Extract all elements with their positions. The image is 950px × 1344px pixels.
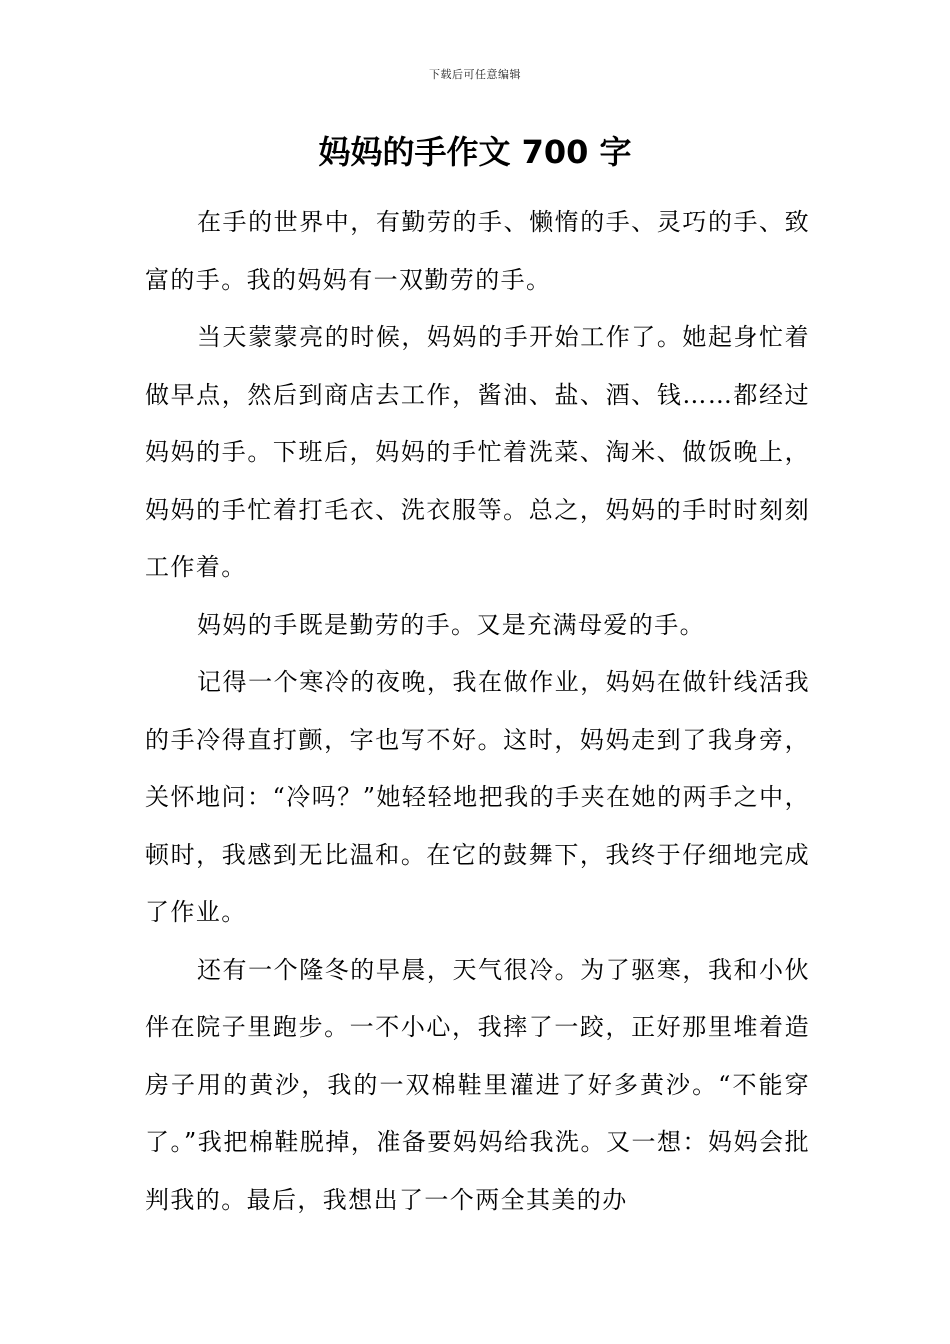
paragraph-1: 在手的世界中，有勤劳的手、懒惰的手、灵巧的手、致富的手。我的妈妈有一双勤劳的手。 xyxy=(145,208,810,294)
paragraph-2: 当天蒙蒙亮的时候，妈妈的手开始工作了。她起身忙着做早点，然后到商店去工作，酱油、盐、酒、钱……都经过妈妈的手。下班后，妈妈的手忙着洗菜、淘米、做饭晚上，妈妈的手忙着打毛衣、洗衣服等。总之，妈妈的手时时刻刻工作着。 xyxy=(145,323,810,581)
header-note: 下载后可任意编辑 xyxy=(429,68,521,81)
page-title: 妈妈的手作文 700 字 xyxy=(318,133,632,171)
paragraph-4: 记得一个寒冷的夜晚，我在做作业，妈妈在做针线活我的手冷得直打颤，字也写不好。这时，妈妈走到了我身旁，关怀地问：“冷吗？”她轻轻地把我的手夹在她的两手之中，顿时，我感到无比温和。在它的鼓舞下，我终于仔细地完成了作业。 xyxy=(145,668,810,926)
paragraph-5: 还有一个隆冬的早晨，天气很冷。为了驱寒，我和小伙伴在院子里跑步。一不小心，我摔了一跤，正好那里堆着造房子用的黄沙，我的一双棉鞋里灌进了好多黄沙。“不能穿了。”我把棉鞋脱掉，准备要妈妈给我洗。又一想：妈妈会批判我的。最后，我想出了一个两全其美的办 xyxy=(145,955,810,1214)
paragraph-3: 妈妈的手既是勤劳的手。又是充满母爱的手。 xyxy=(197,610,705,639)
essay-body xyxy=(145,194,810,1229)
